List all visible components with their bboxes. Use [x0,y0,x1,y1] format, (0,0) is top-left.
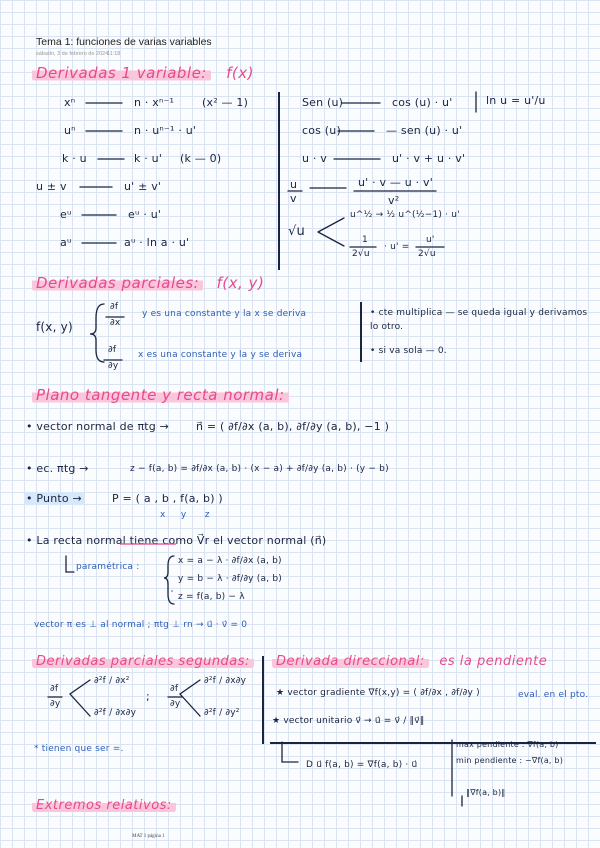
fn-uv: u · v [302,152,327,165]
min-slope: min pendiente : −∇f(a, b) [456,756,564,765]
second-right-bottom: ∂²f / ∂y² [204,708,240,718]
deriv-4: u' ± v' [124,180,162,193]
parametric-label: paramétrica : [76,562,140,572]
page-title: Tema 1: funciones de varias variables [36,36,212,48]
note-1: (x² — 1) [202,96,249,109]
second-right-num: ∂f [170,684,179,694]
frac-d-den: v² [388,194,400,207]
directional-derivative: D u⃗ f(a, b) = ∇f(a, b) · u⃗ [306,760,418,770]
vector-normal-eq: n⃗ = ( ∂f/∂x (a, b), ∂f/∂y (a, b), −1 ) [196,420,390,433]
fn-4: u ± v [36,180,67,193]
page-footer: MAT 1 página 1 [132,834,165,839]
frac-f-den: v [290,192,297,205]
fn-6: aᵘ [60,236,72,249]
second-left-num: ∂f [50,684,59,694]
partial-dfdy-num: ∂f [108,345,117,355]
section-title-fxy: f(x, y) [216,274,265,292]
partial-dfdy-den: ∂y [108,361,119,371]
sqrt-c-num: u' [426,235,435,245]
frac-d-num: u' · v — u · v' [358,176,433,189]
second-note: * tienen que ser =. [34,744,124,754]
deriv-1: n · xⁿ⁻¹ [134,96,175,109]
sqrt-c-den: 2√u [418,249,436,259]
partial-bullet-1: • cte multiplica — se queda igual y derivamos lo otro. [370,308,588,332]
vector-normal-label: • vector normal de πtg → [26,420,170,433]
section-title-sub: es la pendiente [439,654,548,669]
section-title-text: Derivadas parciales segundas: [32,654,254,669]
fn-3: k · u [62,152,87,165]
sqrt-b-den: 2√u [352,249,370,259]
second-left-top: ∂²f / ∂x² [94,676,130,686]
sqrt-b-mid: · u' = [384,242,410,252]
partial-dfdx-den: ∂x [110,318,121,328]
ec-tangent-label: • ec. πtg → [26,462,89,475]
gradient-note: eval. en el pto. [518,690,589,700]
recta-normal-text: • La recta normal tiene como V⃗r el vector normal (n⃗) [26,534,327,547]
max-slope: max pendiente : ∇f(a, b) [456,740,559,749]
partial-dfdx-num: ∂f [110,302,119,312]
partial-fxy: f(x, y) [36,320,73,334]
partial-bullet-2: • si va sola — 0. [370,346,447,356]
sqrt-path-a: u^½ → ½ u^(½−1) · u' [350,210,460,220]
section-title-text: Derivada direccional: [272,654,429,669]
gradient-norm: ‖∇f(a, b)‖ [466,788,506,797]
note-3: (k — 0) [180,152,222,165]
unit-vector: ★ vector unitario v⃗ → u⃗ = v⃗ / ‖v⃗‖ [272,716,425,726]
section-title-text: Derivadas 1 variable: [32,64,211,82]
parametric-x: x = a − λ · ∂f/∂x (a, b) [178,556,282,566]
partial-line-2: x es una constante y la y se deriva [138,350,303,360]
deriv-sen: cos (u) · u' [392,96,453,109]
section-title-text: Extremos relativos: [32,798,176,813]
punto-eq: P = ( a , b , f(a, b) ) [112,492,223,505]
frac-f-num: u [290,178,298,191]
fn-1: xⁿ [64,96,76,109]
deriv-6: aᵘ · ln a · u' [124,236,190,249]
deriv-cos: — sen (u) · u' [386,124,463,137]
section-title-text: Plano tangente y recta normal: [32,386,289,404]
page-time: 11:18 [107,51,121,57]
partial-line-1: y es una constante y la x se deriva [142,309,307,319]
deriv-3: k · u' [134,152,163,165]
sqrt-b-num: 1 [362,235,368,245]
parametric-y: y = b − λ · ∂f/∂y (a, b) [178,574,282,584]
ec-tangent-eq: z − f(a, b) = ∂f/∂x (a, b) · (x − a) + ∂f/∂y (a, b) · (y − b) [130,464,389,474]
punto-label-text: • Punto → [26,492,82,505]
section-title-text: Derivadas parciales: [32,274,203,292]
second-right-den: ∂y [170,699,181,709]
deriv-uv: u' · v + u · v' [392,152,466,165]
sqrt-fn: √u [288,224,305,239]
parametric-z: z = f(a, b) − λ [178,592,245,602]
punto-sub: x y z [160,510,210,520]
fn-5: eᵘ [60,208,72,221]
fn-sen: Sen (u) [302,96,344,109]
page-date: sábado, 3 de febrero de 2024 [36,51,109,57]
fn-2: uⁿ [64,124,76,137]
second-left-den: ∂y [50,699,61,709]
deriv-5: eᵘ · u' [128,208,162,221]
second-right-top: ∂²f / ∂x∂y [204,676,247,686]
second-separator: ; [146,690,150,703]
gradient-vector: ★ vector gradiente ∇f(x,y) = ( ∂f/∂x , ∂f/∂y ) [276,688,480,698]
second-left-bottom: ∂²f / ∂x∂y [94,708,137,718]
fn-cos: cos (u) [302,124,341,137]
ln-rule: ln u = u'/u [486,94,546,107]
deriv-2: n · uⁿ⁻¹ · u' [134,124,197,137]
section-title-fx: f(x) [226,64,255,82]
perpendicular-note: vector π es ⊥ al normal ; πtg ⊥ rn → u⃗ · v⃗ = 0 [34,620,248,630]
